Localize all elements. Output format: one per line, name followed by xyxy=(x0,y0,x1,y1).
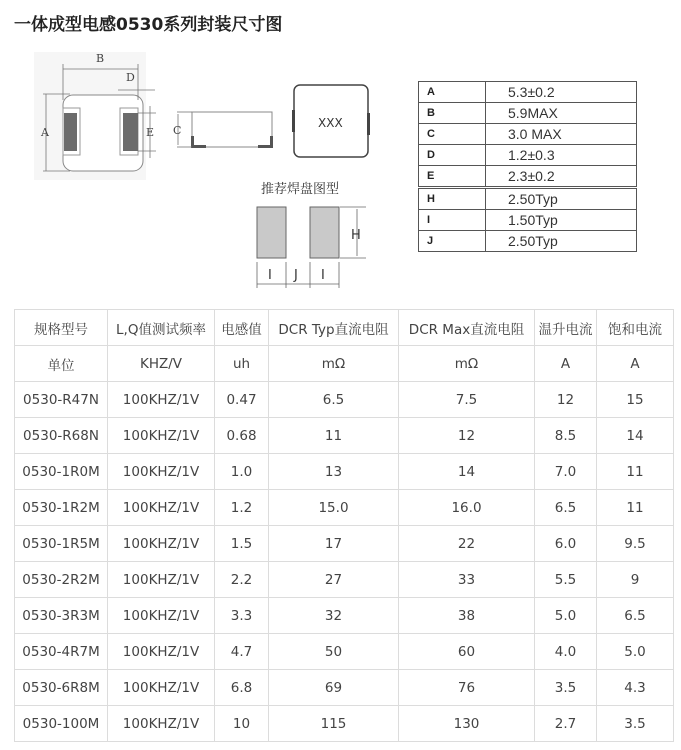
spec-unit-cell: uh xyxy=(215,346,269,382)
spec-header-row xyxy=(15,310,674,346)
table-row xyxy=(15,490,674,526)
table-cell: 0.68 xyxy=(215,418,269,454)
table-cell: 7.0 xyxy=(535,454,597,490)
pad-label-i-left: I xyxy=(268,268,272,283)
spec-unit-cell: mΩ xyxy=(269,346,399,382)
table-cell: 60 xyxy=(399,634,535,670)
table-cell: 9 xyxy=(597,562,674,598)
table-cell: 0530-2R2M xyxy=(15,562,108,598)
dimension-value: 3.0 MAX xyxy=(486,124,637,145)
table-row xyxy=(15,382,674,418)
pad-label-h: H xyxy=(351,228,361,243)
dimension-row xyxy=(419,124,637,145)
dimension-key: J xyxy=(419,231,486,252)
spec-header-cell: 电感值 xyxy=(215,310,269,346)
dimension-value: 2.3±0.2 xyxy=(486,166,637,188)
spec-unit-cell: A xyxy=(535,346,597,382)
table-cell: 9.5 xyxy=(597,526,674,562)
table-cell: 2.2 xyxy=(215,562,269,598)
table-cell: 6.0 xyxy=(535,526,597,562)
table-cell: 100KHZ/1V xyxy=(108,526,215,562)
dimension-row xyxy=(419,145,637,166)
table-cell: 2.7 xyxy=(535,706,597,742)
table-cell: 17 xyxy=(269,526,399,562)
table-cell: 5.0 xyxy=(597,634,674,670)
dimension-value: 5.9MAX xyxy=(486,103,637,124)
dim-label-c: C xyxy=(173,124,182,137)
spec-unit-cell: KHZ/V xyxy=(108,346,215,382)
table-cell: 0530-1R5M xyxy=(15,526,108,562)
pad-label-j: J xyxy=(294,268,298,283)
table-cell: 7.5 xyxy=(399,382,535,418)
table-cell: 14 xyxy=(399,454,535,490)
pad-caption: 推荐焊盘图型 xyxy=(261,182,340,197)
dim-label-d: D xyxy=(126,71,135,84)
table-cell: 22 xyxy=(399,526,535,562)
dimension-key: C xyxy=(419,124,486,145)
table-row xyxy=(15,418,674,454)
spec-header-cell: 饱和电流 xyxy=(597,310,674,346)
table-cell: 76 xyxy=(399,670,535,706)
table-cell: 6.5 xyxy=(535,490,597,526)
dim-label-e: E xyxy=(146,126,155,139)
spec-header-cell: 规格型号 xyxy=(15,310,108,346)
dim-label-a: A xyxy=(41,126,49,139)
table-row xyxy=(15,454,674,490)
table-cell: 130 xyxy=(399,706,535,742)
table-cell: 50 xyxy=(269,634,399,670)
table-cell: 1.5 xyxy=(215,526,269,562)
table-cell: 13 xyxy=(269,454,399,490)
spec-header-cell: 温升电流 xyxy=(535,310,597,346)
spec-unit-row xyxy=(15,346,674,382)
table-row xyxy=(15,670,674,706)
table-cell: 0530-4R7M xyxy=(15,634,108,670)
table-cell: 1.2 xyxy=(215,490,269,526)
dimension-key: B xyxy=(419,103,486,124)
table-cell: 0530-6R8M xyxy=(15,670,108,706)
table-row xyxy=(15,706,674,742)
table-cell: 3.5 xyxy=(597,706,674,742)
table-cell: 5.5 xyxy=(535,562,597,598)
table-cell: 3.3 xyxy=(215,598,269,634)
table-cell: 100KHZ/1V xyxy=(108,382,215,418)
dimension-value: 2.50Typ xyxy=(486,231,637,252)
table-cell: 115 xyxy=(269,706,399,742)
table-cell: 38 xyxy=(399,598,535,634)
table-cell: 5.0 xyxy=(535,598,597,634)
table-cell: 0530-R47N xyxy=(15,382,108,418)
table-row xyxy=(15,598,674,634)
table-cell: 0530-100M xyxy=(15,706,108,742)
table-cell: 3.5 xyxy=(535,670,597,706)
spec-table xyxy=(14,309,674,742)
table-cell: 32 xyxy=(269,598,399,634)
table-row xyxy=(15,526,674,562)
part-marking-text: XXX xyxy=(318,116,343,130)
table-cell: 100KHZ/1V xyxy=(108,562,215,598)
dimension-row xyxy=(419,231,637,252)
table-cell: 100KHZ/1V xyxy=(108,706,215,742)
table-cell: 6.8 xyxy=(215,670,269,706)
spec-header-cell: DCR Typ直流电阻 xyxy=(269,310,399,346)
table-cell: 100KHZ/1V xyxy=(108,598,215,634)
table-cell: 8.5 xyxy=(535,418,597,454)
spec-header-cell: L,Q值测试频率 xyxy=(108,310,215,346)
dimension-value: 1.50Typ xyxy=(486,210,637,231)
table-cell: 16.0 xyxy=(399,490,535,526)
dimension-value: 5.3±0.2 xyxy=(486,82,637,103)
dim-label-b: B xyxy=(96,52,105,65)
table-cell: 100KHZ/1V xyxy=(108,490,215,526)
dimension-value: 1.2±0.3 xyxy=(486,145,637,166)
table-cell: 12 xyxy=(535,382,597,418)
table-cell: 15.0 xyxy=(269,490,399,526)
spec-unit-cell: 单位 xyxy=(15,346,108,382)
table-cell: 11 xyxy=(269,418,399,454)
dimension-key: I xyxy=(419,210,486,231)
spec-header-cell: DCR Max直流电阻 xyxy=(399,310,535,346)
table-cell: 0530-3R3M xyxy=(15,598,108,634)
table-cell: 100KHZ/1V xyxy=(108,418,215,454)
table-cell: 69 xyxy=(269,670,399,706)
dimension-key: H xyxy=(419,188,486,210)
table-cell: 11 xyxy=(597,454,674,490)
table-cell: 100KHZ/1V xyxy=(108,670,215,706)
dimension-value: 2.50Typ xyxy=(486,188,637,210)
table-row xyxy=(15,562,674,598)
table-cell: 14 xyxy=(597,418,674,454)
dimension-key: A xyxy=(419,82,486,103)
pad-label-i-right: I xyxy=(321,268,325,283)
table-cell: 6.5 xyxy=(269,382,399,418)
table-cell: 0530-R68N xyxy=(15,418,108,454)
table-cell: 4.7 xyxy=(215,634,269,670)
dimension-key: E xyxy=(419,166,486,188)
dimension-row xyxy=(419,210,637,231)
table-cell: 15 xyxy=(597,382,674,418)
table-cell: 33 xyxy=(399,562,535,598)
spec-unit-cell: mΩ xyxy=(399,346,535,382)
side-view-drawing xyxy=(173,112,273,148)
table-cell: 6.5 xyxy=(597,598,674,634)
table-cell: 4.0 xyxy=(535,634,597,670)
table-cell: 1.0 xyxy=(215,454,269,490)
table-cell: 0530-1R2M xyxy=(15,490,108,526)
dimension-row xyxy=(419,103,637,124)
table-cell: 27 xyxy=(269,562,399,598)
table-cell: 10 xyxy=(215,706,269,742)
table-cell: 0.47 xyxy=(215,382,269,418)
dimension-key: D xyxy=(419,145,486,166)
spec-unit-cell: A xyxy=(597,346,674,382)
marking-view-drawing xyxy=(292,85,370,157)
table-cell: 100KHZ/1V xyxy=(108,454,215,490)
dimension-row xyxy=(419,188,637,210)
pad-pattern-drawing xyxy=(257,181,366,288)
page-title: 一体成型电感0530系列封装尺寸图 xyxy=(14,15,283,35)
table-row xyxy=(15,634,674,670)
table-cell: 12 xyxy=(399,418,535,454)
table-cell: 100KHZ/1V xyxy=(108,634,215,670)
table-cell: 4.3 xyxy=(597,670,674,706)
table-cell: 0530-1R0M xyxy=(15,454,108,490)
dimension-row xyxy=(419,82,637,103)
table-cell: 11 xyxy=(597,490,674,526)
dimension-table xyxy=(418,81,637,252)
dimension-row xyxy=(419,166,637,188)
